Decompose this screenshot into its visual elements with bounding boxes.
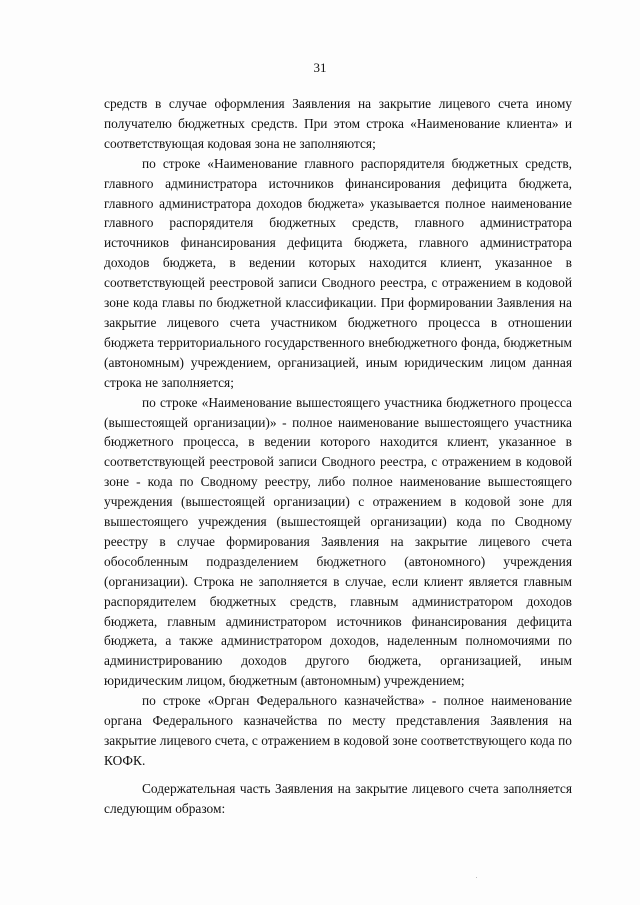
paragraph-3: по строке «Наименование вышестоящего участника бюджетного процесса (вышестоящей организации)» - полное наименование вышестоящего участника бюджетного процесса, в ведении которого находится клиент, указанное в соответствующей реестровой записи Сводного реестра, с отражением в кодовой зоне - кода по Сводному реестру, либо полное наименование вышестоящего учреждения (вышестоящей организации) с отражением в кодовой зоне для вышестоящего учреждения (вышестоящей организации) кода по Сводному реестру в случае формирования Заявления на закрытие лицевого счета обособленным подразделением бюджетного (автономного) учреждения (организации). Строка не заполняется в случае, если клиент является главным распорядителем бюджетных средств, главным администратором доходов бюджета, главным администратором источников финансирования дефицита бюджета, а также администратором доходов, наделенным полномочиями по администрированию доходов другого бюджета, организацией, иным юридическим лицом, бюджетным (автономным) учреждением; [104, 394, 572, 689]
page-number: 31 [313, 60, 327, 75]
paragraph-5: Содержательная часть Заявления на закрытие лицевого счета заполняется следующим образом: [104, 780, 572, 816]
paragraph-1: средств в случае оформления Заявления на закрытие лицевого счета иному получателю бюджетных средств. При этом строка «Наименование клиента» и соответствующая кодовая зона не заполняются; [104, 96, 572, 151]
body-text [104, 94, 572, 819]
scan-speck [476, 877, 477, 878]
paragraph-4: по строке «Орган Федерального казначейства» - полное наименование органа Федерального казначейства по месту представления Заявления на закрытие лицевого счета, с отражением в кодовой зоне соответствующего кода по КОФК. [104, 693, 572, 768]
paragraph-2: по строке «Наименование главного распорядителя бюджетных средств, главного администратора источников финансирования дефицита бюджета, главного администратора доходов бюджета» указывается полное наименование главного распорядителя бюджетных средств, главного администратора источников финансирования дефицита бюджета, главного администратора доходов бюджета, в ведении которых находится клиент, указанное в соответствующей реестровой записи Сводного реестра, с отражением в кодовой зоне кода главы по бюджетной классификации. При формировании Заявления на закрытие лицевого счета участником бюджетного процесса в отношении бюджета территориального государственного внебюджетного фонда, бюджетным (автономным) учреждением, организацией, иным юридическим лицом данная строка не заполняется; [104, 155, 572, 390]
